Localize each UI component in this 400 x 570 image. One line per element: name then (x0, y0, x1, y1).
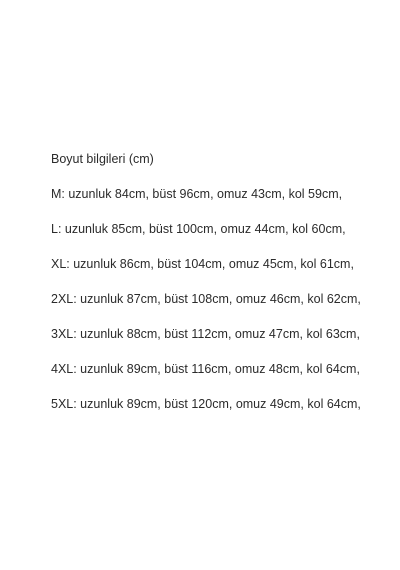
size-line-l: L: uzunluk 85cm, büst 100cm, omuz 44cm, kol 60cm, (51, 222, 346, 236)
size-info-section (51, 151, 391, 431)
size-line-4xl: 4XL: uzunluk 89cm, büst 116cm, omuz 48cm, kol 64cm, (51, 362, 360, 376)
size-line-xl: XL: uzunluk 86cm, büst 104cm, omuz 45cm, kol 61cm, (51, 257, 354, 271)
size-line-5xl: 5XL: uzunluk 89cm, büst 120cm, omuz 49cm, kol 64cm, (51, 397, 361, 411)
size-line-2xl: 2XL: uzunluk 87cm, büst 108cm, omuz 46cm, kol 62cm, (51, 292, 361, 306)
size-line-3xl: 3XL: uzunluk 88cm, büst 112cm, omuz 47cm, kol 63cm, (51, 327, 360, 341)
size-line-m: M: uzunluk 84cm, büst 96cm, omuz 43cm, kol 59cm, (51, 187, 343, 201)
size-info-title: Boyut bilgileri (cm) (51, 152, 154, 166)
